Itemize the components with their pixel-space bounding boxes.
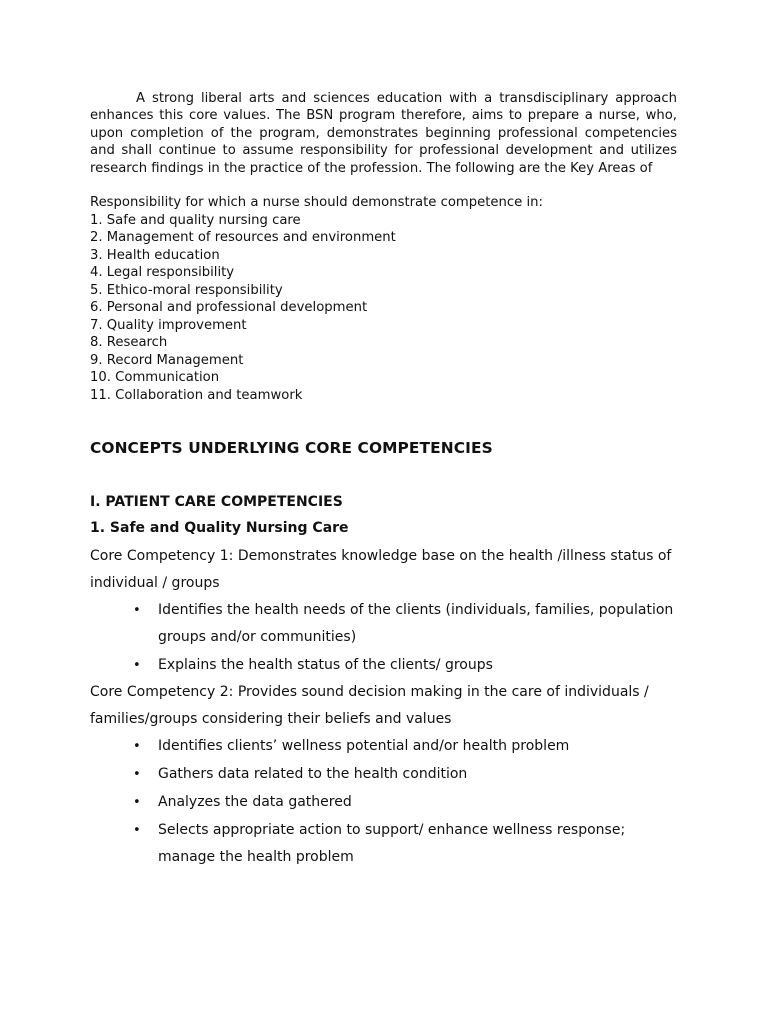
bullet-dot-icon: • (133, 823, 141, 839)
list-item: 5. Ethico-moral responsibility (90, 282, 283, 298)
document-page (90, 90, 677, 871)
competency-2-bullets (90, 733, 677, 871)
list-item: 4. Legal responsibility (90, 265, 235, 281)
list-item: 11. Collaboration and teamwork (90, 387, 303, 403)
bullet-item (133, 817, 677, 871)
intro-paragraph: A strong liberal arts and sciences education with a transdisciplinary approach enhances this core values. The BSN program therefore, aims to prepare a nurse, who, upon completion of the program, demonstrates beginning professional competencies and shall continue to assume responsibility for professional development and utilizes research findings in the practice of the profession. The following are the Key Areas of (90, 91, 677, 176)
bullet-item (133, 652, 677, 679)
list-item: 9. Record Management (90, 352, 244, 368)
list-item: 3. Health education (90, 247, 220, 263)
subsection-heading: I. PATIENT CARE COMPETENCIES (90, 494, 343, 511)
list-item: 2. Management of resources and environment (90, 230, 396, 246)
bullet-text: Explains the health status of the clients/ groups (158, 657, 493, 674)
competency-1-bullets (90, 597, 677, 679)
key-areas-lead: Responsibility for which a nurse should demonstrate competence in: (90, 195, 543, 211)
list-item: 10. Communication (90, 370, 220, 386)
bullet-dot-icon: • (133, 603, 141, 619)
bullet-dot-icon: • (133, 658, 141, 674)
list-item: 1. Safe and quality nursing care (90, 212, 301, 228)
section-heading: CONCEPTS UNDERLYING CORE COMPETENCIES (90, 439, 493, 458)
bullet-text: Gathers data related to the health condition (158, 766, 468, 783)
bullet-dot-icon: • (133, 739, 141, 755)
bullet-item (133, 597, 677, 651)
bullet-item (133, 761, 677, 788)
bullet-dot-icon: • (133, 795, 141, 811)
list-item: 7. Quality improvement (90, 317, 247, 333)
item-heading: 1. Safe and Quality Nursing Care (90, 520, 349, 537)
bullet-text: Identifies clients’ wellness potential and/or health problem (158, 738, 570, 755)
list-item: 8. Research (90, 335, 168, 351)
list-item: 6. Personal and professional development (90, 300, 368, 316)
bullet-text: Identifies the health needs of the clients (individuals, families, population groups and/or communities) (158, 602, 674, 646)
bullet-item (133, 789, 677, 816)
core-competency-1: Core Competency 1: Demonstrates knowledge base on the health /illness status of individual / groups (90, 548, 672, 592)
bullet-text: Analyzes the data gathered (158, 794, 352, 811)
bullet-dot-icon: • (133, 767, 141, 783)
bullet-text: Selects appropriate action to support/ enhance wellness response; manage the health problem (158, 822, 626, 866)
key-areas-list (90, 212, 677, 405)
bullet-item (133, 733, 677, 760)
core-competency-2: Core Competency 2: Provides sound decision making in the care of individuals / families/groups considering their beliefs and values (90, 684, 649, 728)
